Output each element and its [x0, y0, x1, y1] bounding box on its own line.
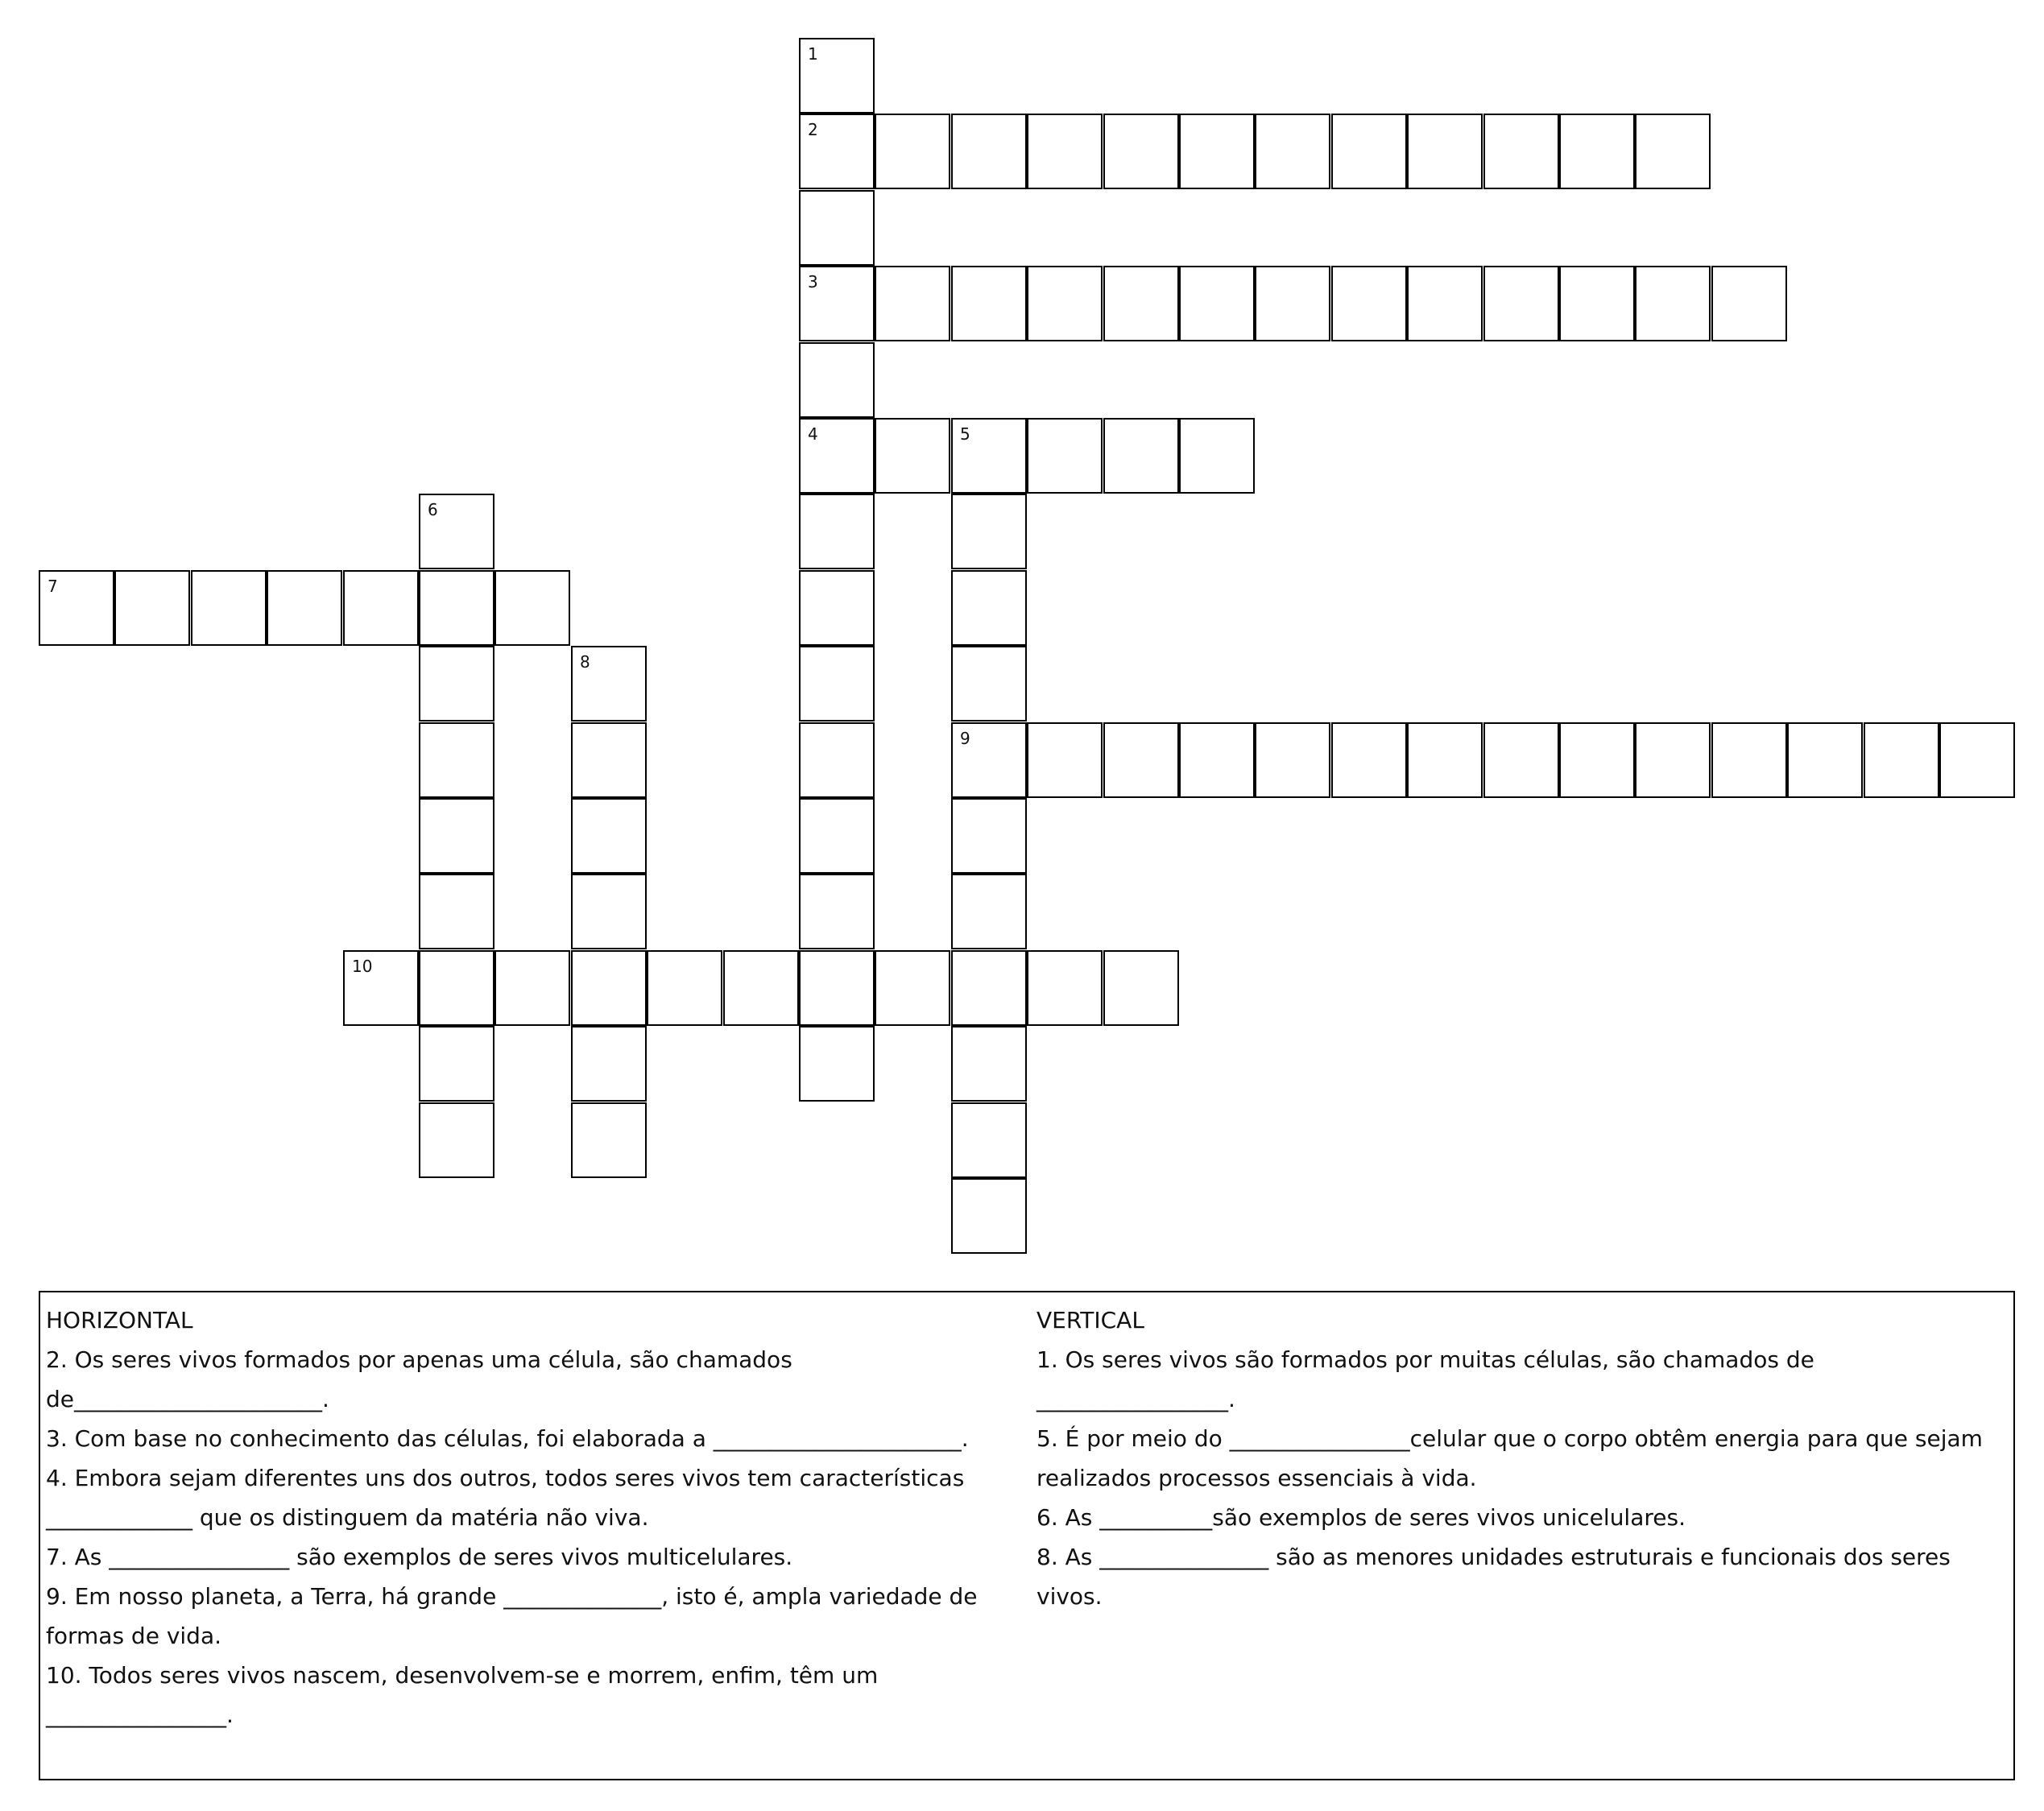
- crossword-cell[interactable]: [494, 570, 570, 646]
- clue-line: 1. Os seres vivos são formados por muitas células, são chamados de: [1036, 1346, 1814, 1373]
- crossword-cell[interactable]: [419, 874, 494, 949]
- crossword-cell[interactable]: [1787, 722, 1863, 798]
- crossword-cell[interactable]: [419, 798, 494, 874]
- crossword-cell[interactable]: [1255, 266, 1330, 341]
- crossword-cell[interactable]: [799, 646, 875, 722]
- crossword-cell[interactable]: [419, 722, 494, 798]
- crossword-cell[interactable]: [1711, 266, 1787, 341]
- crossword-cell[interactable]: [799, 418, 875, 494]
- clue-number: 1: [808, 44, 818, 64]
- crossword-cell[interactable]: [1864, 722, 1939, 798]
- clue-number: 2: [808, 120, 818, 139]
- clue-line: 8. As _______________ são as menores unidades estruturais e funcionais dos seres: [1036, 1544, 1951, 1570]
- crossword-cell[interactable]: [419, 646, 494, 722]
- crossword-cell[interactable]: [723, 950, 799, 1026]
- crossword-cell[interactable]: [419, 1026, 494, 1102]
- crossword-cell[interactable]: [1559, 722, 1635, 798]
- crossword-cell[interactable]: [1483, 266, 1559, 341]
- crossword-cell[interactable]: [799, 494, 875, 569]
- clue-line: formas de vida.: [46, 1623, 222, 1649]
- crossword-cell[interactable]: [951, 646, 1027, 722]
- crossword-cell[interactable]: [951, 950, 1027, 1026]
- clue-line: vivos.: [1036, 1583, 1103, 1610]
- crossword-cell[interactable]: [1103, 418, 1179, 494]
- crossword-cell[interactable]: [267, 570, 342, 646]
- crossword-cell[interactable]: [1407, 722, 1483, 798]
- crossword-cell[interactable]: [1407, 266, 1483, 341]
- crossword-cell[interactable]: [571, 1026, 647, 1102]
- clue-line: ________________.: [46, 1701, 234, 1728]
- crossword-cell[interactable]: [799, 1026, 875, 1102]
- crossword-cell[interactable]: [1103, 722, 1179, 798]
- crossword-cell[interactable]: [571, 798, 647, 874]
- clue-number: 9: [960, 729, 970, 748]
- crossword-cell[interactable]: [419, 1102, 494, 1178]
- crossword-cell[interactable]: [951, 798, 1027, 874]
- crossword-cell[interactable]: [875, 114, 950, 189]
- crossword-cell[interactable]: [951, 1102, 1027, 1178]
- crossword-cell[interactable]: [1407, 114, 1483, 189]
- crossword-cell[interactable]: [1027, 722, 1103, 798]
- clue-line: _____________ que os distinguem da matéria não viva.: [46, 1504, 649, 1531]
- crossword-cell[interactable]: [419, 494, 494, 569]
- crossword-cell[interactable]: [875, 950, 950, 1026]
- clue-number: 6: [428, 500, 438, 519]
- clues-box: [39, 1291, 2015, 1780]
- crossword-cell[interactable]: [799, 950, 875, 1026]
- crossword-cell[interactable]: [951, 570, 1027, 646]
- crossword-cell[interactable]: [1635, 722, 1711, 798]
- clue-number: 5: [960, 424, 970, 444]
- crossword-cell[interactable]: [799, 114, 875, 189]
- crossword-cell[interactable]: [799, 38, 875, 114]
- crossword-cell[interactable]: [1559, 114, 1635, 189]
- crossword-cell[interactable]: [1331, 722, 1407, 798]
- crossword-cell[interactable]: [571, 874, 647, 949]
- clue-line: 2. Os seres vivos formados por apenas uma célula, são chamados: [46, 1346, 792, 1373]
- crossword-cell[interactable]: [114, 570, 190, 646]
- crossword-cell[interactable]: [799, 798, 875, 874]
- crossword-cell[interactable]: [951, 114, 1027, 189]
- crossword-cell[interactable]: [951, 722, 1027, 798]
- crossword-cell[interactable]: [1331, 114, 1407, 189]
- crossword-cell[interactable]: [1027, 266, 1103, 341]
- crossword-cell[interactable]: [951, 494, 1027, 569]
- crossword-cell[interactable]: [799, 570, 875, 646]
- crossword-cell[interactable]: [1027, 418, 1103, 494]
- crossword-cell[interactable]: [343, 570, 419, 646]
- crossword-cell[interactable]: [799, 190, 875, 266]
- clue-line: 10. Todos seres vivos nascem, desenvolvem-se e morrem, enfim, têm um: [46, 1662, 879, 1689]
- crossword-cell[interactable]: [494, 950, 570, 1026]
- clue-line: 4. Embora sejam diferentes uns dos outros, todos seres vivos tem características: [46, 1465, 965, 1491]
- crossword-cell[interactable]: [343, 950, 419, 1026]
- crossword-cell[interactable]: [1559, 266, 1635, 341]
- crossword-cell[interactable]: [1103, 114, 1179, 189]
- vertical-title: VERTICAL: [1036, 1307, 1144, 1333]
- clue-line: 9. Em nosso planeta, a Terra, há grande ______________, isto é, ampla variedade de: [46, 1583, 978, 1610]
- crossword-cell[interactable]: [1103, 950, 1179, 1026]
- crossword-cell[interactable]: [875, 266, 950, 341]
- crossword-cell[interactable]: [1939, 722, 2015, 798]
- vertical-clues: [1036, 1300, 2003, 1616]
- crossword-cell[interactable]: [1635, 114, 1711, 189]
- clue-number: 10: [352, 957, 373, 976]
- crossword-cell[interactable]: [1255, 114, 1330, 189]
- crossword-cell[interactable]: [1179, 266, 1255, 341]
- horizontal-clues: [46, 1300, 1024, 1735]
- crossword-cell[interactable]: [419, 570, 494, 646]
- crossword-cell[interactable]: [419, 950, 494, 1026]
- crossword-cell[interactable]: [1483, 114, 1559, 189]
- crossword-cell[interactable]: [1483, 722, 1559, 798]
- clue-line: 3. Com base no conhecimento das células, foi elaborada a ______________________.: [46, 1425, 969, 1452]
- crossword-cell[interactable]: [875, 418, 950, 494]
- crossword-cell[interactable]: [39, 570, 114, 646]
- horizontal-title: HORIZONTAL: [46, 1307, 193, 1333]
- clue-line: de______________________.: [46, 1386, 329, 1412]
- crossword-cell[interactable]: [571, 646, 647, 722]
- crossword-cell[interactable]: [1635, 266, 1711, 341]
- clue-line: 7. As ________________ são exemplos de seres vivos multicelulares.: [46, 1544, 793, 1570]
- crossword-cell[interactable]: [1179, 114, 1255, 189]
- clue-line: _________________.: [1036, 1386, 1235, 1412]
- crossword-cell[interactable]: [799, 342, 875, 418]
- crossword-cell[interactable]: [951, 1178, 1027, 1254]
- crossword-cell[interactable]: [799, 874, 875, 949]
- crossword-cell[interactable]: [1711, 722, 1787, 798]
- crossword-cell[interactable]: [571, 1102, 647, 1178]
- clue-number: 7: [48, 577, 58, 596]
- crossword-cell[interactable]: [647, 950, 722, 1026]
- crossword-cell[interactable]: [951, 266, 1027, 341]
- clue-number: 4: [808, 424, 818, 444]
- crossword-cell[interactable]: [1331, 266, 1407, 341]
- crossword-cell[interactable]: [571, 722, 647, 798]
- crossword-cell[interactable]: [191, 570, 267, 646]
- crossword-cell[interactable]: [799, 266, 875, 341]
- crossword-cell[interactable]: [1027, 114, 1103, 189]
- clue-line: 5. É por meio do ________________celular que o corpo obtêm energia para que sejam: [1036, 1425, 1983, 1452]
- crossword-cell[interactable]: [951, 418, 1027, 494]
- crossword-cell[interactable]: [951, 874, 1027, 949]
- crossword-cell[interactable]: [951, 1026, 1027, 1102]
- clue-line: realizados processos essenciais à vida.: [1036, 1465, 1477, 1491]
- crossword-cell[interactable]: [1103, 266, 1179, 341]
- crossword-cell[interactable]: [571, 950, 647, 1026]
- crossword-cell[interactable]: [799, 722, 875, 798]
- crossword-cell[interactable]: [1179, 418, 1255, 494]
- crossword-cell[interactable]: [1027, 950, 1103, 1026]
- clue-number: 8: [580, 652, 590, 672]
- crossword-cell[interactable]: [1179, 722, 1255, 798]
- crossword-cell[interactable]: [1255, 722, 1330, 798]
- clue-number: 3: [808, 272, 818, 291]
- clue-line: 6. As __________são exemplos de seres vivos unicelulares.: [1036, 1504, 1686, 1531]
